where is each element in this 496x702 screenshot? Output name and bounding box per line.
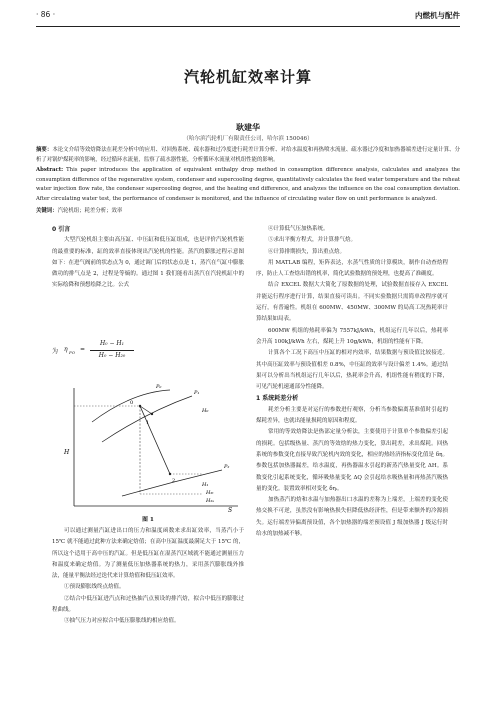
right-column: [256, 224, 448, 540]
step-3: ③抽气压力对应拟合中低压膨胀线的相应焓值。: [64, 618, 180, 625]
step-6: ⑥计算排期损失，算出重点焓。: [268, 248, 346, 255]
intro-paragraph: 大型汽轮机组主要由高压缸、中压缸和低压缸组成，也是评价汽轮机性能的最重要的标准，缸的效率直接体现出汽轮机的性能。蒸汽的膨胀过程示意图如下：在进气阀前的状态点为 0，通过调门后的状态点是 1，蒸汽在气缸中膨胀做功的排气点是 2，过程是等熵的。通过图 1 我们能看出蒸汽在汽轮机缸中的实际绘降和预想绘降之比。公式: [52, 237, 244, 289]
method-paragraph: 可以通过测量汽缸进出口的压力和温度函数来求出缸效率，当蒸汽小于 15℃ 就不能通过此种方法来确定焓值；在高中压缸温度最满足大于 15℃ 的，所以这个适用于高中压的汽缸。但是低压缸在湿蒸汽区域就不能通过测量压力和温度来确定焓值。为了测量低压加热器系统的热力，采用蒸汽膨胀线外推法，能量平衡法经过迭代来计算焓值和低压缸效率。: [52, 528, 244, 580]
left-column-top: [52, 224, 244, 292]
figure-1: [52, 382, 244, 512]
label-h2s: H₂ₛ: [206, 498, 215, 504]
formula-lhs: η: [64, 346, 68, 353]
step-1: ①预设膨胀线终点焓值。: [64, 584, 125, 591]
section-1-heading: 1 系统耗差分析: [256, 395, 299, 403]
x-axis-label: S: [228, 507, 233, 512]
label-p1: P₁: [194, 390, 200, 396]
abstract-zh-text: 本论文介绍等效焓降法在耗差分析中的应用、对回热系统、疏水器和过冷度进行耗差计算分析、对给水温度和再热喷水流量、疏水器过冷度和加热器端差进行定量计算、分析了对锅炉煤耗率的影响，经过循环水流量，监察了疏水器性能，分析循环水流量对机组性能的影响。: [36, 147, 460, 163]
page-header: [36, 10, 460, 26]
step-2: ②结合中低压缸进汽点和过热抽汽点预设的排汽焓，拟合中低压的膨胀过程曲线。: [52, 595, 244, 614]
y-axis-label: H: [64, 449, 70, 456]
abstract-en-text: This paper introduces the application of equivalent enthalpy drop method in consumption difference analysis, calculates and analyzes the consumption difference of the regenerative system, condenser and supercooling degree, quantitatively calculates the feed water temperature and the reheat water injection flow rate, the condenser superceoling degree, and the heating end difference, and analyzes the influence on the coal consumption deviation. After circulating water test, the performance of condenser is monitored, and the influence of circulating water flow on unit performance is analyzed.: [36, 167, 460, 202]
label-pz: P₂: [224, 464, 230, 470]
header-rule: [36, 26, 460, 27]
abstract-zh-label: 摘要：: [36, 147, 53, 153]
keywords-label: 关键词：: [36, 208, 58, 214]
label-h2t: H₂ₜ: [206, 490, 214, 496]
excel-paragraph: 结合 EXCEL 数据大大简化了原数据的处理，试验数据直接存入 EXCEL 并能运行程序进行计算，结果直接可读出。不同实验数据只需简单改程序就可运行，有普遍性。机组在 600MW、450MW、300MW 的局高工况热耗率计算结果如局表。: [256, 282, 448, 323]
formula-fraction-bar: [90, 350, 134, 351]
hs-diagram: [52, 382, 244, 512]
author: 耿建华: [236, 122, 260, 132]
matlab-paragraph: 用 MATLAB 编程，矩阵表达，水蒸气性质的计算模块，制作自动查焓程序，防止人工查焓出错的机率，简化试验数据的预处理，也提高了准确度。: [256, 259, 448, 278]
paper-title: 汽轮机缸效率计算: [183, 68, 312, 86]
section-intro-heading: 0 引言: [52, 226, 71, 233]
formula-denominator: H₀ − H₂₀: [98, 352, 126, 359]
abstract-en: [36, 166, 460, 204]
heat-rate-paragraph: 600MW 机组的热耗率偏为 7557kJ/kWh，机组运行几年以后，热耗率会升高 100kJ/kWh 左右，煤耗上升 10g/kWh，机组的性能有下降。: [256, 327, 448, 345]
label-h1: H₁: [202, 482, 209, 488]
label-point-1: 1: [146, 420, 150, 426]
left-column-bottom: [52, 526, 244, 628]
isobar-p1: [102, 396, 192, 442]
abstract-en-label: Abstract:: [36, 167, 64, 173]
journal-title: 内燃机与配件: [415, 11, 460, 20]
formula-prefix: 为: [52, 348, 59, 355]
state-point-2: [169, 473, 171, 475]
analysis-paragraph: 耗差分析主要是对运行的参数进行观察，分析当参数偏离基准值时引起的煤耗差异，也就出能量损耗的原因和程度。: [256, 406, 448, 425]
step-5: ⑤求出平衡方程式，并计算排气焓。: [268, 237, 357, 244]
formula-equals: =: [80, 346, 86, 353]
keywords: [36, 207, 460, 217]
efficiency-formula: [52, 340, 172, 362]
affiliation: （哈尔滨汽轮机厂有限责任公司，哈尔滨 150046）: [183, 136, 313, 142]
terminal-difference-paragraph: 加热蒸汽的焓和水温与加热器出口水温的差称为上端差，上端差的变化使热交换不可逆，虽然没有影响热损失但降低热经济性，但是带来额外的冷源损失。运行端差异偏离预设值，各个加热器的端差预设值 J 级加热器 J 级运行时给水的加热减不够。: [256, 497, 448, 538]
label-p0: P₀: [156, 384, 162, 390]
enthalpy-drop-paragraph: 常用的等效焓降法是热部定量分析法，主要使用于计算单个参数偏差引起的损耗。包括级热量、蒸汽的等效焓的热力变化，算出耗差，求出煤耗。回热系统的参数变化直接导致汽轮机内效的变化，相应的热经济指标变化值是 δη。参数包括加热器漏差，给水温度，再热器温水引起的新蒸汽热量变化 ΔH。系数变化引起系统变化，循环吸热量变化 ΔQ 会引起给水吸热量和再热蒸汽吸热量的变化。装置效率相对变化 δηᵢ。: [256, 429, 448, 492]
formula-subscript: PO: [69, 350, 75, 355]
state-point-0: [139, 405, 141, 407]
state-point-1: [151, 413, 153, 415]
abstract-zh: [36, 146, 460, 165]
keywords-text: 汽轮机组；耗差分析；效率: [57, 208, 123, 214]
formula-numerator: H₀ − H₁: [99, 340, 125, 347]
expansion-line: [140, 406, 170, 474]
label-point-0: 0: [130, 400, 134, 406]
step-4: ④计算低气压加热系统。: [268, 226, 329, 232]
label-h0: H₀: [202, 408, 209, 414]
label-point-2: 2: [172, 478, 176, 484]
efficiency-paragraph: 计算各个工况下高压中压缸的相对内效率，结果数据与预设值比较接近。其中高压缸效率与预设值相差 0.8%，中压缸的效率与设计偏差 1.4%。通过结果可以分析出当机组运行几年以后，热耗率会升高，机组性能有稍度的下降，可见汽轮机速通部分性能降。: [256, 350, 448, 391]
figure-caption: 图 1: [142, 517, 154, 523]
page-number: · 86 ·: [36, 10, 56, 19]
